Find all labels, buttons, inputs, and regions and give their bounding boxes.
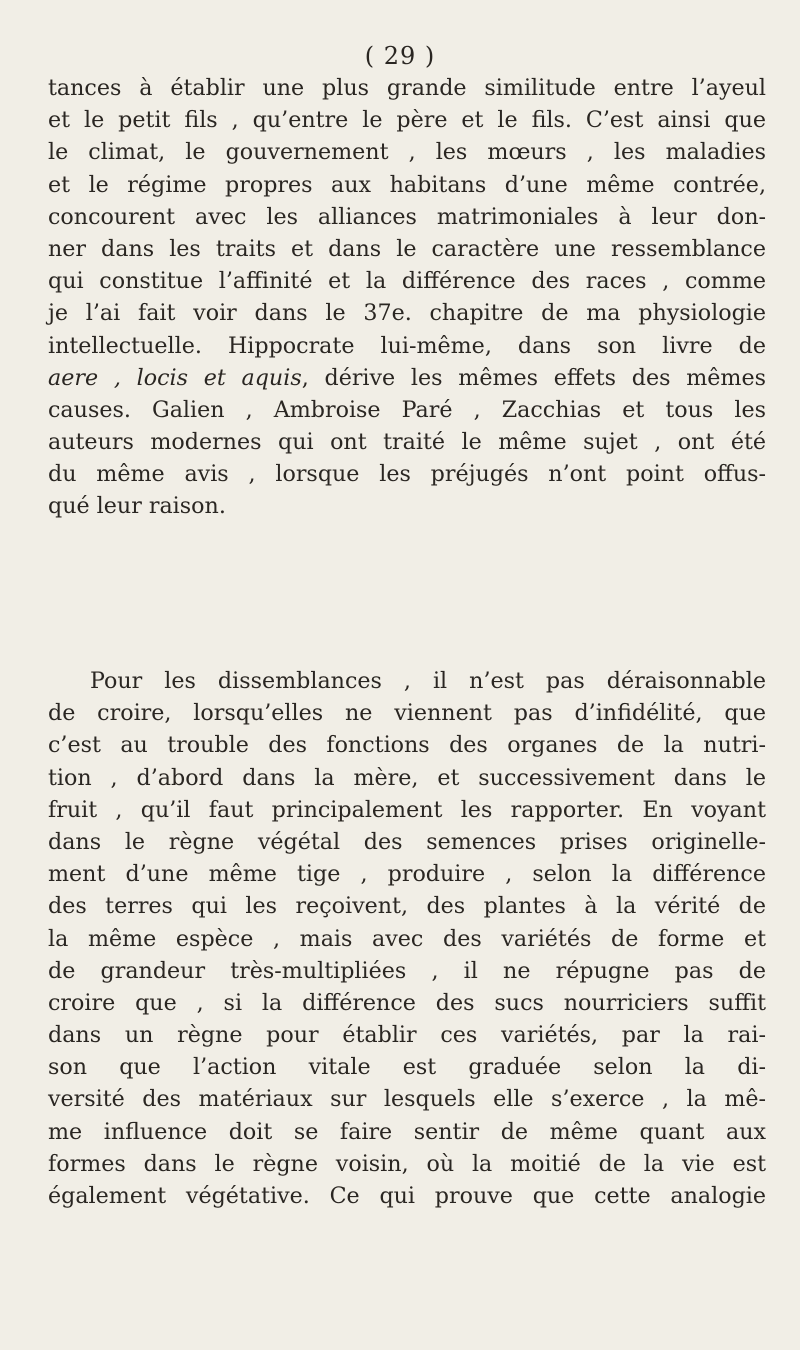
text-line: qué leur raison.: [48, 493, 226, 520]
text-line: le climat, le gouvernement , les mœurs , les maladies: [48, 139, 766, 166]
text-line: dans un règne pour établir ces variétés, par la rai-: [48, 1022, 766, 1049]
text-line: tion , d’abord dans la mère, et successivement dans le: [48, 764, 766, 791]
text-line: également végétative. Ce qui prouve que cette analogie: [48, 1183, 766, 1209]
text-line: de grandeur très-multipliées , il ne répugne pas de: [48, 957, 766, 984]
text-line: causes. Galien , Ambroise Paré , Zacchias et tous les: [48, 396, 766, 423]
text-line: concourent avec les alliances matrimoniales à leur don-: [48, 203, 766, 230]
text-line: je l’ai fait voir dans le 37e. chapitre de ma physiologie: [48, 300, 766, 327]
text-line: ment d’une même tige , produire , selon la différence: [48, 861, 766, 888]
text-line: son que l’action vitale est graduée selon la di-: [48, 1054, 766, 1081]
text-line: fruit , qu’il faut principalement les rapporter. En voyant: [48, 796, 766, 823]
text-line: et le petit fils , qu’entre le père et le fils. C’est ainsi que: [48, 107, 766, 134]
text-line: formes dans le règne voisin, où la moitié de la vie est: [48, 1150, 766, 1177]
text-line: auteurs modernes qui ont traité le même sujet , ont été: [48, 429, 766, 456]
text-line: me influence doit se faire sentir de même quant aux: [48, 1118, 766, 1145]
paragraph-2: [48, 665, 766, 1212]
text-line: des terres qui les reçoivent, des plantes à la vérité de: [48, 893, 766, 920]
paragraph-1: [48, 72, 766, 523]
text-line: tances à établir une plus grande similitude entre l’ayeul: [48, 75, 766, 101]
text-line: c’est au trouble des fonctions des organes de la nutri-: [48, 732, 766, 759]
text-line: versité des matériaux sur lesquels elle s’exerce , la mê-: [48, 1086, 766, 1113]
text-line: croire que , si la différence des sucs nourriciers suffit: [48, 989, 766, 1016]
text-line: de croire, lorsqu’elles ne viennent pas d’infidélité, que: [48, 700, 766, 727]
text-line: la même espèce , mais avec des variétés de forme et: [48, 925, 766, 952]
text-line-italic-title: aere , locis et aquis, dérive les mêmes effets des mêmes: [48, 364, 766, 391]
text-line: du même avis , lorsque les préjugés n’ont point offus-: [48, 461, 766, 488]
text-line: dans le règne végétal des semences prises originelle-: [48, 828, 766, 855]
page-number: ( 29 ): [364, 42, 436, 70]
text-line: qui constitue l’affinité et la différence des races , comme: [48, 268, 766, 295]
text-line: et le régime propres aux habitans d’une même contrée,: [48, 171, 766, 198]
text-line: intellectuelle. Hippocrate lui-même, dans son livre de: [48, 332, 766, 359]
latin-title: aere , locis et aquis: [48, 364, 302, 391]
text-line: Pour les dissemblances , il n’est pas déraisonnable: [90, 668, 766, 694]
text-line: ner dans les traits et dans le caractère une ressemblance: [48, 235, 766, 262]
